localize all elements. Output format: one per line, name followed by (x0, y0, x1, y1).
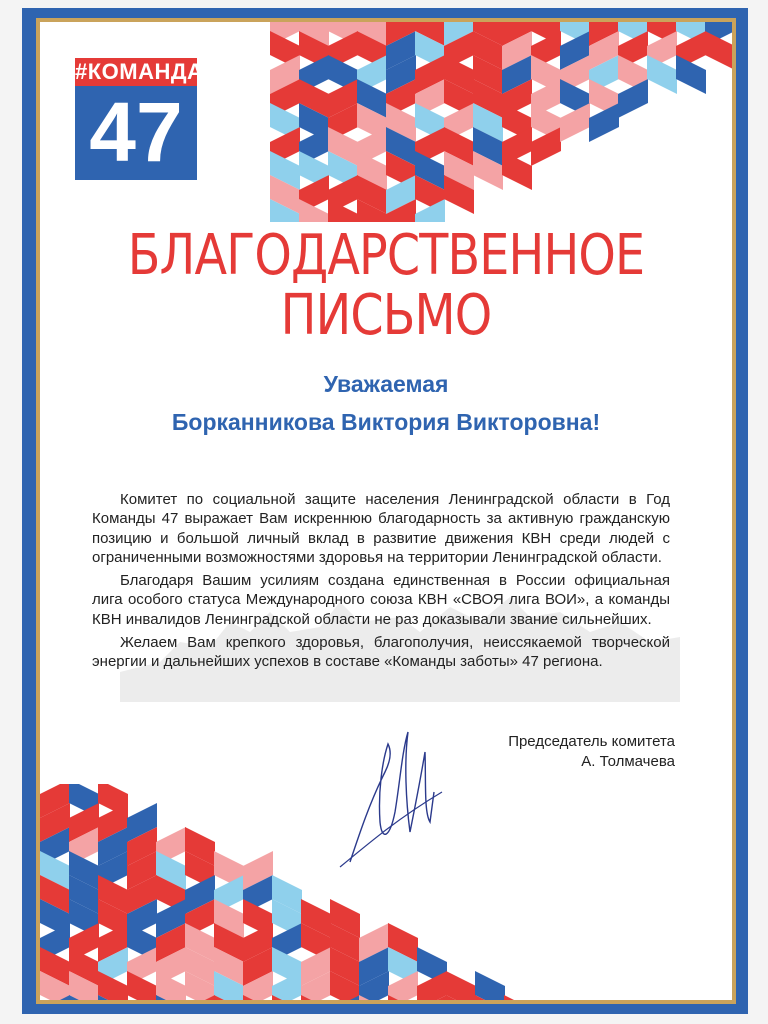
logo-number: 47 (89, 85, 183, 179)
team-47-logo (75, 58, 204, 180)
signature-block (420, 732, 675, 772)
document-title-line1: БЛАГОДАРСТВЕННОЕ (127, 223, 645, 288)
body-paragraph: Желаем Вам крепкого здоровья, благополучия, неиссякаемой творческой энергии и дальнейших успехов в составе «Команды заботы» 47 региона. (92, 634, 670, 671)
signer-name: А. Толмачева (581, 753, 675, 770)
signer-position: Председатель комитета (508, 733, 675, 750)
bottom-ornament (40, 784, 560, 1000)
body-paragraph: Благодаря Вашим усилиям создана единственная в России официальная лига особого статуса Международного союза КВН «СВОЯ лига ВОИ», а команды КВН инвалидов Ленинградской области не раз доказывали звание сильнейших. (92, 572, 670, 628)
logo-hashtag: #КОМАНДА (75, 59, 204, 84)
document-title-line2: ПИСЬМО (280, 283, 492, 348)
body-paragraph: Комитет по социальной защите населения Ленинградской области в Год Команды 47 выражает Вам искреннюю благодарность за активную гражданскую позицию и большой личный вклад в развитие движения КВН среди людей с ограниченными возможностями здоровья на территории Ленинградской области. (92, 491, 670, 566)
salutation-line1: Уважаемая (323, 371, 449, 397)
letter-body (92, 490, 670, 676)
salutation-recipient: Борканникова Виктория Викторовна! (171, 409, 601, 435)
top-ornament (270, 22, 732, 222)
